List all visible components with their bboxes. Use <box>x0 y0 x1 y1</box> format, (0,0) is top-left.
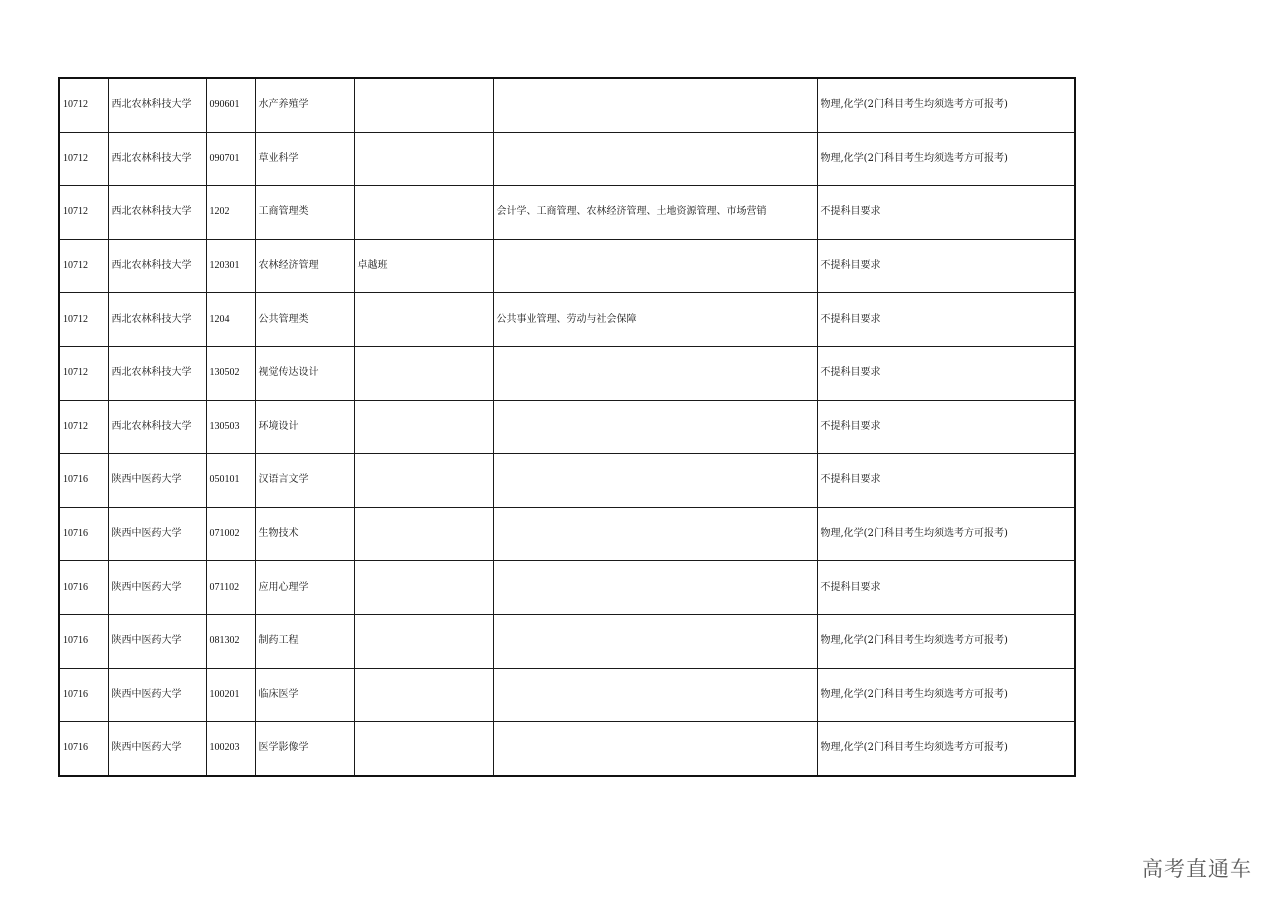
school-name-cell: 陕西中医药大学 <box>108 614 206 668</box>
major-name-cell: 视觉传达设计 <box>255 346 354 400</box>
table-row <box>59 614 1075 668</box>
school-code-cell: 10712 <box>59 239 108 293</box>
major-code-cell: 120301 <box>206 239 255 293</box>
included-majors-cell <box>493 78 817 132</box>
note-cell <box>354 722 493 776</box>
school-code-cell: 10712 <box>59 293 108 347</box>
major-code-cell: 071102 <box>206 561 255 615</box>
school-name-cell: 陕西中医药大学 <box>108 722 206 776</box>
included-majors-cell: 公共事业管理、劳动与社会保障 <box>493 293 817 347</box>
major-code-cell: 1202 <box>206 186 255 240</box>
major-code-cell: 071002 <box>206 507 255 561</box>
table-row <box>59 668 1075 722</box>
major-name-cell: 工商管理类 <box>255 186 354 240</box>
school-name-cell: 西北农林科技大学 <box>108 239 206 293</box>
major-name-cell: 应用心理学 <box>255 561 354 615</box>
table-row <box>59 561 1075 615</box>
major-code-cell: 130502 <box>206 346 255 400</box>
included-majors-cell <box>493 400 817 454</box>
note-cell <box>354 614 493 668</box>
school-code-cell: 10712 <box>59 78 108 132</box>
note-cell: 卓越班 <box>354 239 493 293</box>
major-name-cell: 公共管理类 <box>255 293 354 347</box>
table-row <box>59 78 1075 132</box>
table-row <box>59 186 1075 240</box>
included-majors-cell: 会计学、工商管理、农林经济管理、土地资源管理、市场营销 <box>493 186 817 240</box>
note-cell <box>354 293 493 347</box>
major-code-cell: 050101 <box>206 454 255 508</box>
school-code-cell: 10712 <box>59 400 108 454</box>
included-majors-cell <box>493 722 817 776</box>
major-name-cell: 制药工程 <box>255 614 354 668</box>
table-row <box>59 400 1075 454</box>
subject-requirement-cell: 物理,化学(2门科目考生均须选考方可报考) <box>817 507 1075 561</box>
subject-requirement-cell: 物理,化学(2门科目考生均须选考方可报考) <box>817 668 1075 722</box>
subject-requirement-cell: 物理,化学(2门科目考生均须选考方可报考) <box>817 722 1075 776</box>
school-code-cell: 10716 <box>59 722 108 776</box>
school-name-cell: 西北农林科技大学 <box>108 400 206 454</box>
subject-requirement-cell: 不提科目要求 <box>817 186 1075 240</box>
watermark-text: 高考直通车 <box>1142 857 1252 881</box>
included-majors-cell <box>493 614 817 668</box>
school-name-cell: 陕西中医药大学 <box>108 668 206 722</box>
table-row <box>59 507 1075 561</box>
table-row <box>59 239 1075 293</box>
major-name-cell: 临床医学 <box>255 668 354 722</box>
subject-requirement-cell: 不提科目要求 <box>817 400 1075 454</box>
table-row <box>59 293 1075 347</box>
major-name-cell: 草业科学 <box>255 132 354 186</box>
note-cell <box>354 454 493 508</box>
major-code-cell: 100203 <box>206 722 255 776</box>
subject-requirement-table <box>58 77 1076 777</box>
note-cell <box>354 186 493 240</box>
major-name-cell: 农林经济管理 <box>255 239 354 293</box>
school-name-cell: 陕西中医药大学 <box>108 454 206 508</box>
major-name-cell: 医学影像学 <box>255 722 354 776</box>
note-cell <box>354 561 493 615</box>
note-cell <box>354 668 493 722</box>
school-name-cell: 西北农林科技大学 <box>108 346 206 400</box>
note-cell <box>354 507 493 561</box>
table-row <box>59 132 1075 186</box>
major-code-cell: 130503 <box>206 400 255 454</box>
included-majors-cell <box>493 454 817 508</box>
school-name-cell: 西北农林科技大学 <box>108 78 206 132</box>
included-majors-cell <box>493 239 817 293</box>
note-cell <box>354 132 493 186</box>
table-row <box>59 454 1075 508</box>
school-code-cell: 10716 <box>59 668 108 722</box>
school-name-cell: 陕西中医药大学 <box>108 507 206 561</box>
school-code-cell: 10712 <box>59 186 108 240</box>
included-majors-cell <box>493 507 817 561</box>
subject-requirement-cell: 不提科目要求 <box>817 346 1075 400</box>
table-row <box>59 346 1075 400</box>
included-majors-cell <box>493 668 817 722</box>
major-name-cell: 汉语言文学 <box>255 454 354 508</box>
school-code-cell: 10716 <box>59 507 108 561</box>
included-majors-cell <box>493 346 817 400</box>
subject-requirement-cell: 物理,化学(2门科目考生均须选考方可报考) <box>817 132 1075 186</box>
subject-requirement-cell: 不提科目要求 <box>817 293 1075 347</box>
school-name-cell: 西北农林科技大学 <box>108 132 206 186</box>
school-code-cell: 10712 <box>59 346 108 400</box>
school-code-cell: 10716 <box>59 614 108 668</box>
subject-requirement-cell: 不提科目要求 <box>817 454 1075 508</box>
included-majors-cell <box>493 561 817 615</box>
subject-requirement-cell: 物理,化学(2门科目考生均须选考方可报考) <box>817 78 1075 132</box>
major-name-cell: 环境设计 <box>255 400 354 454</box>
note-cell <box>354 346 493 400</box>
major-code-cell: 090701 <box>206 132 255 186</box>
school-code-cell: 10712 <box>59 132 108 186</box>
school-name-cell: 西北农林科技大学 <box>108 186 206 240</box>
major-code-cell: 1204 <box>206 293 255 347</box>
included-majors-cell <box>493 132 817 186</box>
major-code-cell: 090601 <box>206 78 255 132</box>
major-name-cell: 生物技术 <box>255 507 354 561</box>
note-cell <box>354 78 493 132</box>
subject-requirement-cell: 不提科目要求 <box>817 561 1075 615</box>
major-code-cell: 100201 <box>206 668 255 722</box>
subject-requirement-cell: 物理,化学(2门科目考生均须选考方可报考) <box>817 614 1075 668</box>
major-name-cell: 水产养殖学 <box>255 78 354 132</box>
subject-requirement-cell: 不提科目要求 <box>817 239 1075 293</box>
table-row <box>59 722 1075 776</box>
school-code-cell: 10716 <box>59 454 108 508</box>
major-code-cell: 081302 <box>206 614 255 668</box>
school-name-cell: 陕西中医药大学 <box>108 561 206 615</box>
school-name-cell: 西北农林科技大学 <box>108 293 206 347</box>
note-cell <box>354 400 493 454</box>
school-code-cell: 10716 <box>59 561 108 615</box>
